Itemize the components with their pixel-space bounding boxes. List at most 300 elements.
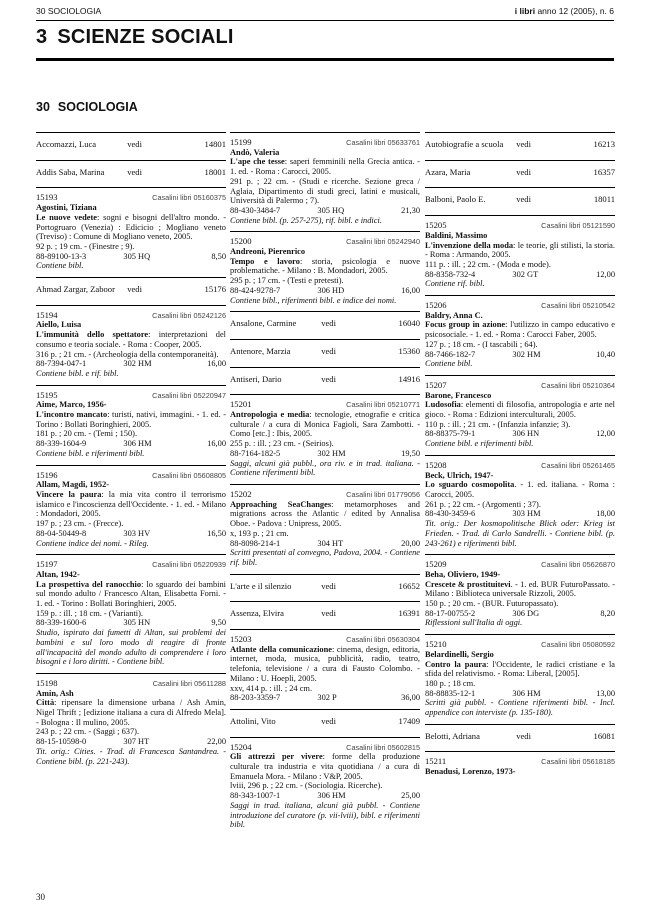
entry-title: L'incontro mancato [36,410,108,420]
ref-vedi: vedi [321,580,336,591]
entry-physical: 92 p. ; 19 cm. - (Finestre ; 9). [36,241,135,251]
entry-isbn: 88-7164-182-5 [230,448,281,458]
ref-number: 15360 [398,345,420,356]
entry-physical: 295 p. ; 17 cm. - (Testi e pretesti). [230,276,344,286]
ref-name: Ansalone, Carmine [230,318,297,329]
ref-name: Azara, Maria [425,166,471,177]
catalog-entry [36,187,226,277]
entry-description: : l'utilizzo in campo educativo e psicosociale. - 1. ed. - Roma : Carocci Faber, 2005. [425,320,615,340]
cross-reference [36,132,226,160]
entry-title-desc [425,320,615,339]
catalog-entry [230,231,420,311]
entry-header [230,635,420,645]
entry-class: 304 HT [317,538,344,548]
entry-isbn: 88-8358-732-4 [425,269,476,279]
entry-author: Beck, Ulrich, 1947- [425,470,494,480]
catalog-id: Casalini libri 05611288 [152,678,226,688]
entry-notes: Tit. orig.: Cities. - Trad. di Francesca Santandrea. - Contiene bibl. (p. 221-243). [36,746,226,766]
entry-title: L'invenzione della moda [425,240,514,250]
catalog-id: Casalini libri 05080592 [541,640,615,650]
entry-class: 303 HM [512,509,541,519]
catalog-entry [230,737,420,836]
entry-description: . - 1. ed. BUR FuturoPassato. - Milano : Biblioteca universale Rizzoli, 2005. [425,579,615,599]
cross-reference [230,367,420,395]
entry-title: La prospettiva del ranocchio [36,579,142,589]
cross-reference [230,574,420,602]
ref-vedi: vedi [127,139,142,149]
entry-notes: Contiene indice dei nomi. - Rileg. [36,538,149,548]
ref-vedi: vedi [516,730,531,741]
section-rule [36,58,614,61]
entry-isbn: 88-88375-79-1 [425,429,476,439]
entry-codes [36,359,226,369]
entry-isbn: 88-15-10598-0 [36,737,87,747]
entry-price: 18,00 [596,509,615,519]
catalog-id: Casalini libri 05633761 [346,138,420,147]
entry-class: 302 HM [123,359,152,369]
entry-header [425,757,615,767]
catalog-id: Casalini libri 05220947 [152,390,226,400]
entry-codes [230,693,420,703]
entry-title-desc [36,330,226,349]
catalog-id: Casalini libri 05210542 [541,301,615,311]
entry-notes: Tit. orig.: Der kosmopolitische Blick oder: Krieg ist Frieden. - Trad. di Carlo Sandrelli. - Contiene bibl. (p. 243-261) e riferimenti bibl. [425,519,615,548]
entry-header [36,391,226,401]
catalog-entry [425,634,615,724]
entry-description: : forme della produzione culturale tra industria e vita quotidiana / a cura di Emanuela Mora. - Milano : V&P, 2005. [230,752,420,781]
entry-isbn: 88-04-50449-8 [36,528,87,538]
catalog-id: Casalini libri 05210364 [541,380,615,390]
entry-notes: Contiene bibl. [36,261,84,271]
catalog-entry [425,455,615,554]
entry-description: : elementi di filosofia, antropologia e arte nel gioco. - Roma : Edizioni interculturali, 2005. [425,400,615,420]
entry-description: : lo sguardo dei bambini sul mondo adulto / Francesco Altan, Elisabetta Forni. - 1. ed. - Torino : Bollati Boringhieri, 2005. [36,579,226,609]
cross-reference [230,709,420,737]
catalog-entry [425,215,615,295]
catalog-id: Casalini libri 05608805 [152,470,226,480]
entry-price: 19,50 [401,448,420,458]
entry-title-desc [36,410,226,429]
entry-number: 15209 [425,559,447,570]
entry-physical: 127 p. ; 18 cm. - (I tascabili ; 64). [425,339,538,349]
entry-physical: lviii, 296 p. ; 22 cm. - (Sociologia. Ricerche). [230,781,383,791]
entry-header [36,471,226,481]
entry-codes [425,429,615,439]
ref-vedi: vedi [127,166,142,177]
entry-codes [230,449,420,459]
cross-reference [230,311,420,339]
subsection-title [36,100,146,114]
entry-header [230,490,420,500]
entry-physical: x, 193 p. ; 21 cm. [230,528,289,538]
entry-price: 21,30 [401,205,420,215]
entry-description: : metamorphoses and migrations across the Atlantic / edited by Annalisa Oboe. - Padova : Unipress, 2005. [230,499,420,529]
entry-physical: 197 p. ; 23 cm. - (Frecce). [36,519,124,529]
catalog-id: Casalini libri 05121590 [541,221,615,231]
entry-title: Gli attrezzi per vivere [230,752,323,762]
entry-author: Benadusi, Lorenzo, 1973- [425,767,516,777]
entry-description: : la mia vita contro il terrorismo islamico e l'incoscienza dell'Occidente. - 1. ed. - Milano : Mondadori, 2005. [36,489,226,519]
header-rule [36,20,614,21]
entry-title-desc [425,480,615,499]
entry-isbn: 88-339-1600-6 [36,618,87,628]
cross-reference-row [425,166,615,182]
entry-description: : turisti, nativi, immagini. - 1. ed. - Torino : Bollati Boringhieri, 2005. [36,410,226,429]
entry-codes [230,206,420,216]
entry-price: 12,00 [596,429,615,439]
column-1 [36,132,226,772]
entry-description: : saperi femminili nella Grecia antica. - 1. ed. - Roma : Carocci, 2005. [230,157,420,177]
catalog-entry [36,385,226,465]
column-2 [230,132,420,836]
entry-physical: 111 p. : ill. ; 22 cm. - (Moda e mode). [425,259,551,269]
entry-codes [425,270,615,280]
catalog-id: Casalini libri 01779056 [346,489,420,499]
catalog-entry [230,629,420,709]
running-header [36,6,614,20]
entry-price: 12,00 [596,269,615,279]
entry-title-desc [230,500,420,529]
entry-physical: 291 p. ; 22 cm. - (Studi e ricerche. Sezione greca / Aglaia, Dipartimento di studi greci, latini e musicali, Università di Palermo ; 7). [230,176,420,206]
ref-number: 16213 [593,139,615,149]
catalog-entry [425,295,615,375]
entry-price: 16,00 [207,439,226,449]
entry-header [425,381,615,391]
entry-physical: 316 p. ; 21 cm. - (Archeologia della contemporaneità). [36,349,219,359]
catalog-id: Casalini libri 05242940 [346,237,420,247]
ref-vedi: vedi [516,194,531,205]
entry-class: 306 HD [317,285,345,295]
entry-number: 15200 [230,236,252,247]
section-title [36,26,244,49]
column-3 [425,132,615,783]
entry-notes: Saggi in trad. italiana, alcuni già pubbl. - Contiene introduzione del curatore (p. vii-lviii), bibl. e riferimenti bibl. [230,800,420,830]
ref-number: 16652 [398,580,420,591]
entry-header [230,138,420,148]
entry-number: 15210 [425,639,447,650]
entry-description: : l'Occidente, le radici cristiane e la sfida del relativismo. - Roma: Liberal, [2005]. [425,659,615,679]
ref-name: Ahmad Zargar, Zaboor [36,284,115,295]
entry-title-desc [425,400,615,419]
cross-reference-row [36,166,226,182]
entry-codes [230,286,420,296]
cross-reference-row [36,138,226,154]
entry-header [425,461,615,471]
entry-title-desc [36,580,226,609]
running-header-right [515,6,614,16]
entry-codes [36,618,226,628]
ref-name: L'arte e il silenzio [230,580,292,591]
entry-class: 306 HM [123,439,152,449]
entry-author: Aiello, Luisa [36,320,82,330]
entry-title: Contro la paura [425,659,487,669]
entry-class: 302 HM [317,448,346,458]
entry-author: Allam, Magdi, 1952- [36,480,110,490]
catalog-id: Casalini libri 05242126 [152,310,226,320]
cross-reference [36,160,226,188]
catalog-entry [36,465,226,555]
catalog-entry [230,484,420,574]
ref-number: 18011 [593,194,615,205]
entry-codes [36,439,226,449]
catalog-entry [230,394,420,484]
entry-number: 15199 [230,137,252,147]
entry-header [230,237,420,247]
entry-author: Altan, 1942- [36,569,80,579]
entry-number: 15202 [230,488,252,499]
entry-notes: Studio, ispirato dai fumetti di Altan, sui problemi dei bambini e sul loro modo di reagire di fronte all'incapacità del mondo adulto di comprendere i loro bisogni e i loro diritti. - Contiene bibl. [36,628,226,667]
entry-notes: Scritti già pubbl. - Contiene riferimenti bibl. - Incl. appendice con interviste (p. 135-180). [425,698,615,718]
entry-class: 305 HQ [317,205,345,215]
catalog-entry [425,375,615,455]
ref-vedi: vedi [321,345,336,356]
entry-title: Le nuove vedete [36,212,98,222]
entry-physical: 243 p. ; 22 cm. - (Saggi ; 637). [36,727,140,737]
entry-author: Andreoni, Pierenrico [230,247,306,257]
entry-class: 306 HN [512,429,540,439]
entry-title: L'immunità dello spettatore [36,330,149,340]
entry-notes: Riflessioni sull'Italia di oggi. [425,618,523,628]
entry-title-desc [425,660,615,679]
cross-reference-row [230,373,420,389]
entry-description: : sogni e bisogni dell'altro mondo. - Portogruaro (Venezia) : Edicicio ; Mogliano veneto (Treviso) : Comune di Mogliano veneto, 2005. [36,212,227,242]
cross-reference-row [425,730,615,746]
entry-header [425,221,615,231]
entry-title-desc [230,257,420,276]
journal-name: i libri [514,6,536,16]
entry-price: 8,20 [600,608,615,618]
entry-header [425,640,615,650]
entry-class: 302 GT [512,269,539,279]
entry-title-desc [36,698,226,727]
cross-reference-row [230,607,420,623]
ref-name: Addis Saba, Marina [36,166,105,177]
ref-vedi: vedi [321,715,336,726]
entry-price: 8,50 [211,251,226,261]
cross-reference-row [230,715,420,731]
entry-number: 15195 [36,389,58,400]
entry-price: 25,00 [401,791,420,801]
entry-number: 15193 [36,192,58,203]
entry-notes: Saggi, alcuni già pubbl., ora riv. e in trad. italiana. - Contiene riferimenti bibl. [230,458,420,478]
ref-name: Assenza, Elvira [230,608,284,619]
entry-physical: 180 p. ; 18 cm. [425,678,476,688]
entry-header [425,560,615,570]
ref-name: Accomazzi, Luca [36,139,97,149]
entry-title-desc [36,490,226,519]
entry-isbn: 88-7466-182-7 [425,349,476,359]
entry-notes: Contiene rif. bibl. [425,279,485,289]
entry-isbn: 88-8098-214-1 [230,538,281,548]
entry-isbn: 88-88835-12-1 [425,688,476,698]
ref-name: Antiseri, Dario [230,373,282,384]
entry-physical: 159 p. : ill. ; 18 cm. - (Varianti). [36,608,143,618]
entry-class: 305 HN [123,618,151,628]
entry-author: Agostini, Tiziana [36,203,97,213]
catalog-entry [36,673,226,772]
entry-isbn: 88-430-3484-7 [230,205,281,215]
entry-codes [425,509,615,519]
entry-notes: Contiene bibl. e riferimenti bibl. [425,439,534,449]
cross-reference-row [425,138,615,154]
subsection-name: SOCIOLOGIA [57,100,138,114]
entry-class: 302 HM [512,349,541,359]
catalog-entry [425,751,615,782]
entry-isbn: 88-430-3459-6 [425,509,476,519]
ref-number: 18001 [204,166,226,177]
entry-header [36,193,226,203]
entry-author: Baldini, Massimo [425,230,488,240]
entry-class: 302 P [317,693,337,703]
entry-codes [230,539,420,549]
ref-name: Belotti, Adriana [425,730,480,741]
entry-author: Andò, Valeria [230,147,280,157]
entry-title-desc [230,645,420,684]
entry-physical: xxv, 414 p. : ill. ; 24 cm. [230,683,313,693]
entry-title: Lo sguardo cosmopolita [425,480,515,490]
entry-price: 16,00 [401,285,420,295]
entry-isbn: 88-203-3359-7 [230,693,281,703]
entry-number: 15194 [36,309,58,320]
entry-price: 36,00 [401,693,420,703]
entry-header [230,743,420,753]
page-number: 30 [36,892,45,902]
entry-title-desc [36,213,226,242]
ref-name: Balboni, Paolo E. [425,194,486,205]
ref-vedi: vedi [516,166,531,177]
ref-number: 16081 [593,730,615,741]
entry-notes: Contiene bibl. [425,359,473,369]
entry-title-desc [230,752,420,781]
entry-isbn: 88-89100-13-3 [36,251,87,261]
section-name: SCIENZE SOCIALI [57,26,234,48]
entry-class: 306 HM [317,791,346,801]
entry-physical: 110 p. : ill. ; 21 cm. - (Infanzia infanzie; 3). [425,419,571,429]
entry-title: Vincere la paura [36,489,102,499]
entry-description: : cinema, design, editoria, internet, moda, musica, pubblicità, radio, teatro, telefonia, televisione / a cura di Fausto Colombo. - Milano : U. Hoepli, 2005. [230,644,420,683]
entry-title: Crescete & prostituitevi [425,579,511,589]
cross-reference-row [230,345,420,361]
entry-isbn: 88-339-1604-9 [36,439,87,449]
cross-reference [425,187,615,215]
entry-number: 15204 [230,741,252,752]
ref-number: 15176 [204,284,226,295]
ref-name: Antenore, Marzia [230,345,291,356]
entry-isbn: 88-7394-047-1 [36,359,87,369]
entry-notes: Scritti presentati al convegno, Padova, 2004. - Contiene rif. bibl. [230,548,420,567]
running-header-left: 30 SOCIOLOGIA [36,6,102,16]
entry-codes [36,529,226,539]
entry-title: Antropologia e media [230,410,310,420]
entry-title-desc [425,580,615,599]
entry-number: 15206 [425,300,447,311]
entry-codes [36,252,226,262]
entry-codes [230,791,420,801]
ref-number: 16040 [398,318,420,329]
cross-reference [425,160,615,188]
catalog-id: Casalini libri 05210771 [346,400,420,410]
entry-codes [425,689,615,699]
cross-reference [230,601,420,629]
ref-name: Autobiografie a scuola [425,139,504,149]
catalog-id: Casalini libri 05618185 [541,757,615,767]
entry-header [36,311,226,321]
entry-number: 15208 [425,459,447,470]
entry-header [230,400,420,410]
entry-number: 15207 [425,379,447,390]
entry-number: 15196 [36,469,58,480]
entry-header [425,301,615,311]
entry-physical: 181 p. ; 20 cm. - (Temi ; 150). [36,429,138,439]
catalog-entry [425,554,615,634]
catalog-id: Casalini libri 05220939 [152,560,226,570]
entry-number: 15198 [36,677,58,688]
catalog-id: Casalini libri 05261465 [541,460,615,470]
entry-physical: 261 p. ; 22 cm. - (Argomenti ; 37). [425,499,541,509]
cross-reference [230,339,420,367]
catalog-entry [36,305,226,385]
entry-title-desc [230,410,420,439]
entry-description: . - 1. ed. italiana. - Roma : Carocci, 2005. [425,480,615,499]
subsection-number: 30 [36,100,50,114]
ref-name: Attolini, Vito [230,715,276,726]
entry-number: 15205 [425,220,447,231]
entry-class: 306 HM [512,688,541,698]
entry-title: Ludosofia [425,400,461,410]
cross-reference [36,277,226,305]
entry-description: : ripensare la dimensione urbana / Ash Amin, Nigel Thrift ; [edizione italiana a cura di Alfredo Mela]. - Bologna : Il mulino, 2005. [36,698,226,727]
entry-author: Beha, Oliviero, 1949- [425,569,501,579]
ref-number: 16357 [593,166,615,177]
entry-description: : tecnologie, etnografie e critica culturale / a cura di Monica Fagioli, Sara Zambotti. - Como [etc.] : Ibis, 2005. [230,410,420,439]
entry-title: Atlante della comunicazione [230,644,332,654]
ref-number: 16391 [398,608,420,619]
cross-reference [425,724,615,752]
entry-codes [36,737,226,747]
entry-price: 20,00 [401,538,420,548]
entry-physical: 150 p. ; 20 cm. - (BUR. Futuropassato). [425,599,559,609]
entry-class: 303 HV [123,528,151,538]
entry-codes [425,609,615,619]
ref-vedi: vedi [321,373,336,384]
entry-class: 307 HT [123,737,150,747]
entry-isbn: 88-343-1007-1 [230,791,281,801]
entry-title: Focus group in azione [425,320,506,330]
entry-description: : le teorie, gli stilisti, la storia. - Roma : Armando, 2005. [425,240,615,260]
entry-title-desc [425,241,615,260]
entry-description: : interpretazioni del consumo e teoria sociale. - Roma : Cooper, 2005. [36,330,227,349]
ref-vedi: vedi [321,318,336,329]
entry-author: Barone, Francesco [425,390,492,400]
entry-codes [425,350,615,360]
entry-author: Baldry, Anna C. [425,310,483,320]
cross-reference-row [36,283,226,299]
section-number: 3 [36,26,48,48]
ref-vedi: vedi [127,284,142,295]
entry-notes: Contiene bibl., riferimenti bibl. e indice dei nomi. [230,295,397,305]
entry-class: 306 DG [512,608,540,618]
entry-title: Città [36,698,55,708]
entry-author: Belardinelli, Sergio [425,649,494,659]
entry-number: 15203 [230,634,252,645]
entry-number: 15201 [230,399,252,410]
entry-title: Approaching SeaChanges [230,499,332,509]
ref-number: 14916 [398,373,420,384]
entry-number: 15211 [425,756,447,767]
ref-number: 14801 [204,139,226,149]
entry-author: Aime, Marco, 1956- [36,400,107,410]
cross-reference-row [230,317,420,333]
